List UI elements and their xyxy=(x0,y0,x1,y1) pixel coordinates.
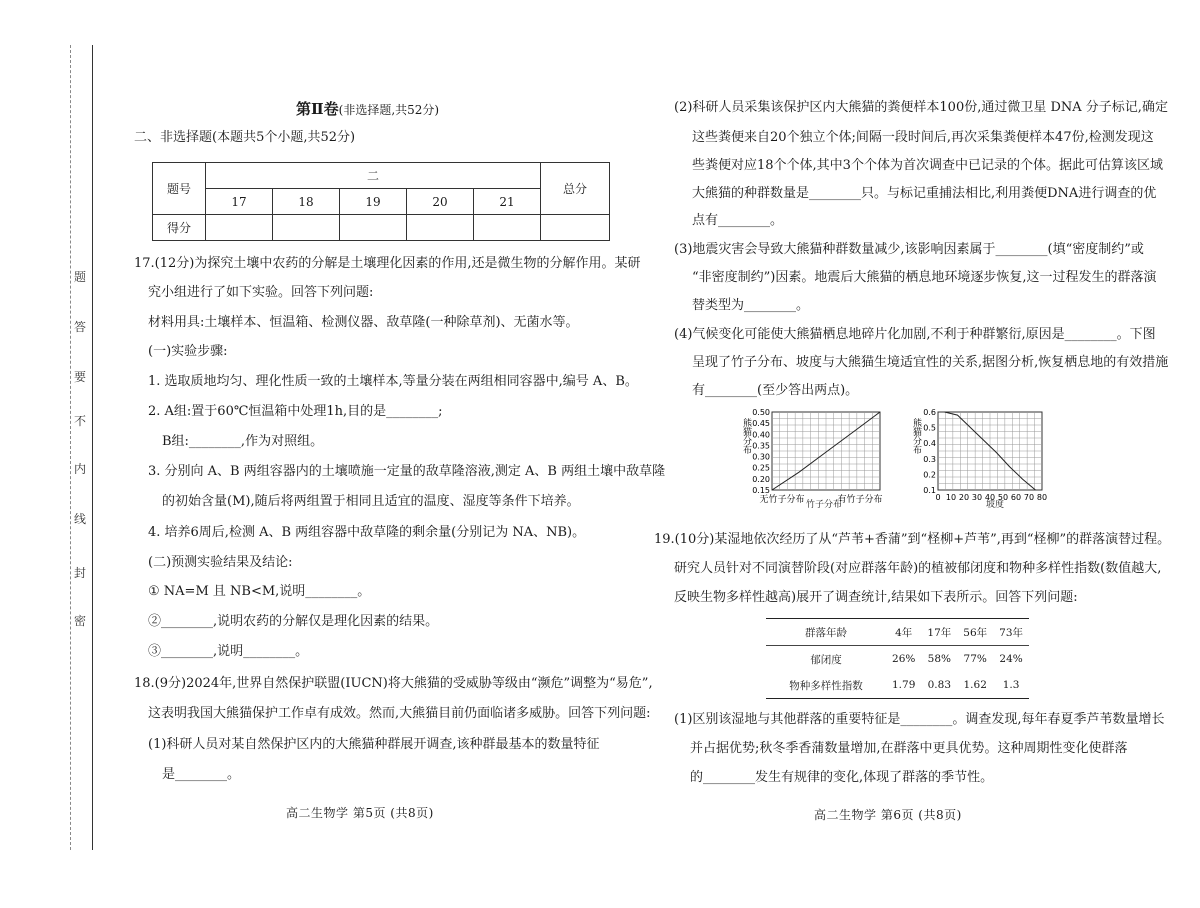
binding-char: 要 xyxy=(74,370,87,384)
table-cell: 77% xyxy=(963,653,987,665)
table-cell: 物种多样性指数 xyxy=(766,672,886,699)
chart-xlabel: 坡度 xyxy=(986,500,1005,510)
q19-line: 的________发生有规律的变化,体现了群落的季节性。 xyxy=(690,770,994,785)
q17-line: 究小组进行了如下实验。回答下列问题: xyxy=(148,285,374,300)
question-number: 19 xyxy=(340,189,407,215)
score-cell[interactable] xyxy=(273,215,340,241)
chart-x-tick: 80 xyxy=(1036,493,1048,502)
table-header: 73年 xyxy=(993,619,1029,646)
q18-line: (1)科研人员对某自然保护区内的大熊猫种群展开调查,该种群最基本的数量特征 xyxy=(148,737,600,752)
chart-grid xyxy=(938,412,1042,490)
q17-line: B组:________,作为对照组。 xyxy=(162,434,324,449)
binding-char: 封 xyxy=(74,566,87,580)
q19-line: 19.(10分)某湿地依次经历了从“芦苇+香蒲”到“柽柳+芦苇”,再到“柽柳”的群落演替过程。 xyxy=(654,532,1171,547)
score-label: 得分 xyxy=(153,215,206,241)
total-header: 总分 xyxy=(541,163,610,215)
q18b-line: (4)气候变化可能使大熊猫栖息地碎片化加剧,不利于种群繁衍,原因是________。下图 xyxy=(674,327,1156,342)
q18b-line: 大熊猫的种群数量是________只。与标记重捕法相比,利用粪便DNA进行调查的优 xyxy=(692,186,1157,201)
q18b-line: (3)地震灾害会导致大熊猫种群数量减少,该影响因素属于________(填“密度制约”或 xyxy=(674,242,1144,257)
q17-line: 材料用具:土壤样本、恒温箱、检测仪器、敌草隆(一种除草剂)、无菌水等。 xyxy=(148,315,579,330)
q17-line: 3. 分别向 A、B 两组容器内的土壤喷施一定量的敌草隆溶液,测定 A、B 两组土壤中敌草隆 xyxy=(148,464,666,479)
table-cell: 58% xyxy=(927,653,951,665)
chart-y-ticks xyxy=(923,408,936,495)
q17-line: ③________,说明________。 xyxy=(148,644,309,659)
chart-x-tick: 50 xyxy=(997,493,1009,502)
part2-heading: 二、非选择题(本题共5个小题,共52分) xyxy=(134,130,356,145)
table-cell: 26% xyxy=(892,653,916,665)
chart-x-tick: 40 xyxy=(984,493,996,502)
question-number: 17 xyxy=(206,189,273,215)
q18b-line: 有________(至少答出两点)。 xyxy=(692,383,859,398)
chart-x-tick: 10 xyxy=(945,493,957,502)
q17-line: (一)实验步骤: xyxy=(148,344,228,359)
table-cell: 24% xyxy=(999,653,1023,665)
q19-line: (1)区别该湿地与其他群落的重要特征是________。调查发现,每年春夏季芦苇数量增长 xyxy=(674,712,1165,727)
chart-y-tick: 0.50 xyxy=(752,408,770,417)
chart-y-tick: 0.15 xyxy=(752,486,770,495)
group-header: 二 xyxy=(206,163,541,189)
table-cell: 1.62 xyxy=(957,672,993,699)
q18-line: 是________。 xyxy=(162,767,241,782)
q18b-line: (2)科研人员采集该保护区内大熊猫的粪便样本100份,通过微卫星 DNA 分子标记,确定 xyxy=(674,100,1168,115)
q18b-line: “非密度制约”)因素。地震后大熊猫的栖息地环境逐步恢复,这一过程发生的群落演 xyxy=(692,270,1157,285)
score-table xyxy=(152,162,610,241)
chart-y-tick: 0.25 xyxy=(752,463,770,473)
chart-y-tick: 0.45 xyxy=(752,419,770,429)
q17-line: ① NA=M 且 NB<M,说明________。 xyxy=(148,584,371,599)
score-cell[interactable] xyxy=(474,215,541,241)
chart-y-tick: 0.4 xyxy=(923,439,936,449)
q17-line: 的初始含量(M),随后将两组置于相同且适宜的温度、湿度等条件下培养。 xyxy=(162,494,580,509)
score-cell[interactable] xyxy=(340,215,407,241)
table-header: 群落年龄 xyxy=(766,619,886,646)
chart-x-tick: 有竹子分布 xyxy=(837,495,883,505)
table-header: 17年 xyxy=(921,619,957,646)
binding-char: 答 xyxy=(74,320,87,334)
q18b-line: 替类型为________。 xyxy=(692,298,810,313)
q19-line: 并占据优势;秋冬季香蒲数量增加,在群落中更具优势。这种周期性变化使群落 xyxy=(690,741,1128,756)
score-cell[interactable] xyxy=(206,215,273,241)
chart-x-tick: 60 xyxy=(1010,493,1022,502)
chart-ylabel: 熊猫分布 xyxy=(741,418,751,454)
page-footer: 高二生物学 第6页 (共8页) xyxy=(814,808,962,822)
question-number: 18 xyxy=(273,189,340,215)
table-cell: 1.79 xyxy=(886,672,921,699)
q18-line: 18.(9分)2024年,世界自然保护联盟(IUCN)将大熊猫的受威胁等级由“濒危”调整为“易危”, xyxy=(134,676,653,691)
question-number: 20 xyxy=(407,189,474,215)
binding-margin xyxy=(0,0,100,908)
total-score-cell[interactable] xyxy=(541,215,610,241)
q17-line: 17.(12分)为探究土壤中农药的分解是土壤理化因素的作用,还是微生物的分解作用。某研 xyxy=(134,256,641,271)
table-cell: 0.83 xyxy=(921,672,957,699)
q19-data-table xyxy=(766,618,1029,699)
binding-char: 题 xyxy=(74,270,87,284)
chart-y-tick: 0.1 xyxy=(923,486,936,495)
q18b-line: 这些粪便来自20个独立个体;间隔一段时间后,再次采集粪便样本47份,检测发现这 xyxy=(692,130,1154,145)
score-cell[interactable] xyxy=(407,215,474,241)
chart-y-tick: 0.2 xyxy=(923,470,936,480)
table-header: 56年 xyxy=(957,619,993,646)
row-header: 题号 xyxy=(153,163,206,215)
q17-line: 1. 选取质地均匀、理化性质一致的土壤样本,等量分装在两组相同容器中,编号 A、B。 xyxy=(148,374,638,389)
q18b-line: 点有________。 xyxy=(692,213,784,228)
section-title: 第Ⅱ卷(非选择题,共52分) xyxy=(296,100,440,118)
chart-y-ticks xyxy=(752,408,770,495)
chart-y-tick: 0.40 xyxy=(752,430,770,440)
chart-x-tick: 30 xyxy=(971,493,983,502)
chart-xlabel: 竹子分布 xyxy=(806,500,843,510)
chart-y-tick: 0.35 xyxy=(752,441,770,451)
chart-bamboo xyxy=(740,406,900,508)
chart-x-tick: 0 xyxy=(935,493,941,502)
q17-line: (二)预测实验结果及结论: xyxy=(148,555,293,570)
chart-y-tick: 0.20 xyxy=(752,474,770,484)
chart-y-tick: 0.30 xyxy=(752,452,770,462)
chart-y-tick: 0.3 xyxy=(923,454,936,464)
table-header: 4年 xyxy=(886,619,921,646)
binding-char: 线 xyxy=(74,512,87,526)
chart-ylabel: 熊猫分布 xyxy=(911,418,921,454)
q18-line: 这表明我国大熊猫保护工作卓有成效。然而,大熊猫目前仍面临诸多威胁。回答下列问题: xyxy=(148,706,651,721)
q18b-line: 些粪便对应18个个体,其中3个个体为首次调查中已记录的个体。据此可估算该区域 xyxy=(692,158,1163,173)
chart-x-tick: 70 xyxy=(1023,493,1035,502)
q17-line: 2. A组:置于60℃恒温箱中处理1h,目的是________; xyxy=(148,404,443,419)
binding-dashed-line xyxy=(70,45,71,850)
chart-x-tick: 20 xyxy=(958,493,970,502)
question-number: 21 xyxy=(474,189,541,215)
q17-line: ②________,说明农药的分解仅是理化因素的结果。 xyxy=(148,614,439,629)
q19-line: 反映生物多样性越高)展开了调查统计,结果如下表所示。回答下列问题: xyxy=(674,590,1078,605)
table-cell: 1.3 xyxy=(993,672,1029,699)
binding-char: 密 xyxy=(74,614,87,628)
binding-char: 不 xyxy=(74,414,87,428)
binding-solid-line xyxy=(92,45,93,850)
chart-slope xyxy=(910,406,1056,508)
page-footer: 高二生物学 第5页 (共8页) xyxy=(286,806,434,820)
chart-y-tick: 0.6 xyxy=(923,408,936,417)
chart-y-tick: 0.5 xyxy=(923,423,936,433)
q17-line: 4. 培养6周后,检测 A、B 两组容器中敌草隆的剩余量(分别记为 NA、NB)。 xyxy=(148,525,586,540)
table-cell: 郁闭度 xyxy=(810,653,842,666)
q19-line: 研究人员针对不同演替阶段(对应群落年龄)的植被郁闭度和物种多样性指数(数值越大, xyxy=(674,561,1162,576)
chart-x-tick: 无竹子分布 xyxy=(759,495,805,505)
q18b-line: 呈现了竹子分布、坡度与大熊猫生境适宜性的关系,据图分析,恢复栖息地的有效措施 xyxy=(692,355,1169,370)
binding-char: 内 xyxy=(74,462,87,476)
